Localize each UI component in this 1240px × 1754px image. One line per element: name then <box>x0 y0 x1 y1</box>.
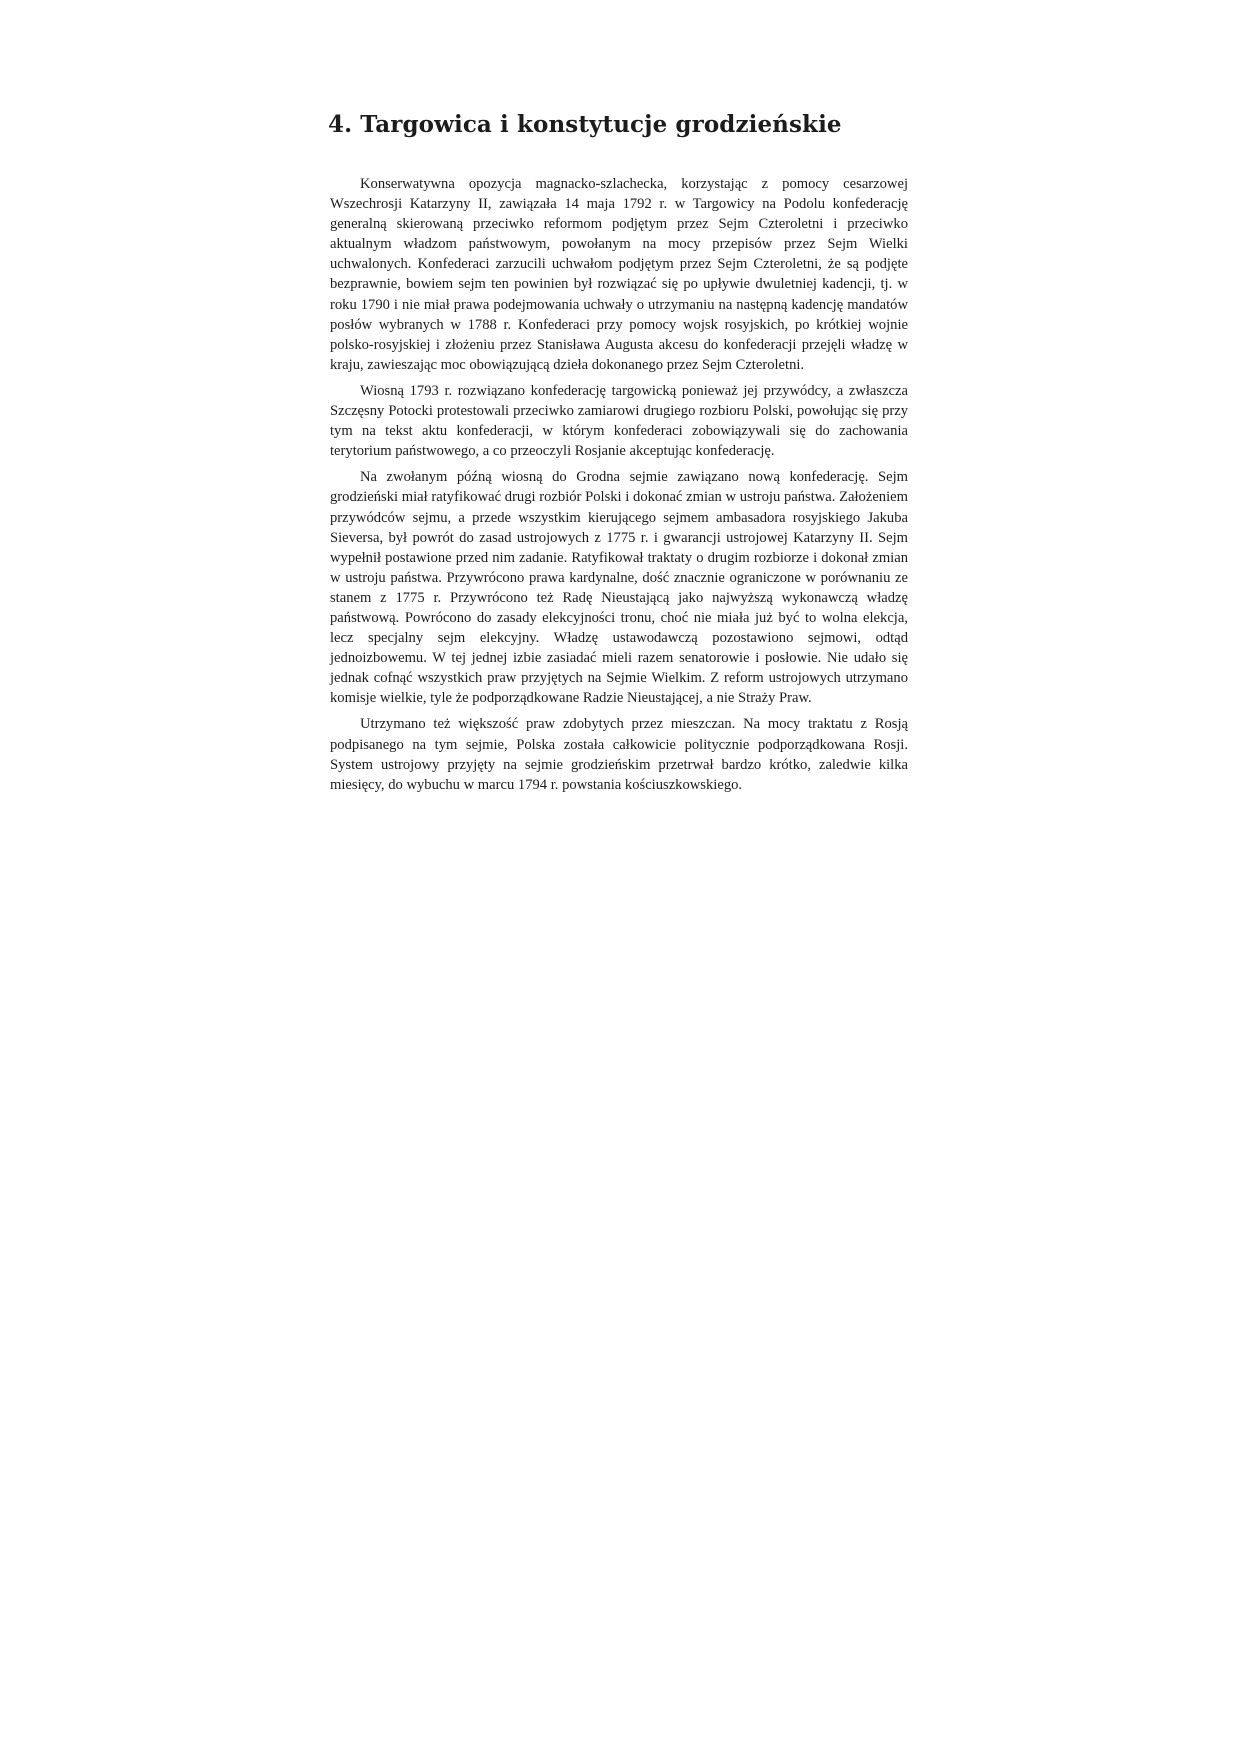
paragraph-3: Na zwołanym późną wiosną do Grodna sejmie zawiązano nową konfederację. Sejm grodzieński miał ratyfikować drugi rozbiór Polski i dokonać zmian w ustroju państwa. Założeniem przywódców sejmu, a przede wszystkim kierującego sejmem ambasadora rosyjskiego Jakuba Sieversa, był powrót do zasad ustrojowych z 1775 r. i gwarancji ustrojowej Katarzyny II. Sejm wypełnił postawione przed nim zadanie. Ratyfikował traktaty o drugim rozbiorze i dokonał zmian w ustroju państwa. Przywrócono prawa kardynalne, dość znacznie ograniczone w porównaniu ze stanem z 1775 r. Przywrócono też Radę Nieustającą jako najwyższą wykonawczą władzę państwową. Powrócono do zasady elekcyjności tronu, choć nie miała już być to wolna elekcja, lecz specjalny sejm elekcyjny. Władzę ustawodawczą pozostawiono sejmowi, odtąd jednoizbowemu. W tej jednej izbie zasiadać mieli razem senatorowie i posłowie. Nie udało się jednak cofnąć wszystkich praw przyjętych na Sejmie Wielkim. Z reform ustrojowych utrzymano komisje wielkie, tyle że podporządkowane Radzie Nieustającej, a nie Straży Praw. <box>330 469 908 707</box>
paragraph-4: Utrzymano też większość praw zdobytych przez mieszczan. Na mocy traktatu z Rosją podpisanego na tym sejmie, Polska została całkowicie politycznie podporządkowana Rosji. System ustrojowy przyjęty na sejmie grodzieńskim przetrwał bardzo krótko, zaledwie kilka miesięcy, do wybuchu w marcu 1794 r. powstania kościuszkowskiego. <box>330 716 908 793</box>
paragraph-2: Wiosną 1793 r. rozwiązano konfederację targowicką ponieważ jej przywódcy, a zwłaszcza Szczęsny Potocki protestowali przeciwko zamiarowi drugiego rozbioru Polski, powołując się przy tym na tekst aktu konfederacji, w którym konfederaci zobowiązywali się do zachowania terytorium państwowego, a co przeoczyli Rosjanie akceptując konfederację. <box>330 382 908 460</box>
chapter-heading <box>328 110 908 140</box>
chapter-number: 4. <box>328 111 353 138</box>
document-page <box>330 110 908 801</box>
paragraph-1: Konserwatywna opozycja magnacko-szlachecka, korzystając z pomocy cesarzowej Wszechrosji Katarzyny II, zawiązała 14 maja 1792 r. w Targowicy na Podolu konfederację generalną skierowaną przeciwko reformom podjętym przez Sejm Czteroletni i przeciwko aktualnym władzom państwowym, powołanym na mocy przepisów przez Sejm Wielki uchwalonych. Konfederaci zarzucili uchwałom podjętym przez Sejm Czteroletni, że są podjęte bezprawnie, bowiem sejm ten powinien był rozwiązać się po upływie dwuletniej kadencji, tj. w roku 1790 i nie miał prawa podejmowania uchwały o utrzymaniu na następną kadencję mandatów posłów wybranych w 1788 r. Konfederaci przy pomocy wojsk rosyjskich, po krótkiej wojnie polsko-rosyjskiej i złożeniu przez Stanisława Augusta akcesu do konfederacji przejęli władzę w kraju, zawieszając moc obowiązującą dzieła dokonanego przez Sejm Czteroletni. <box>330 176 908 373</box>
chapter-title: Targowica i konstytucje grodzieńskie <box>360 111 842 138</box>
